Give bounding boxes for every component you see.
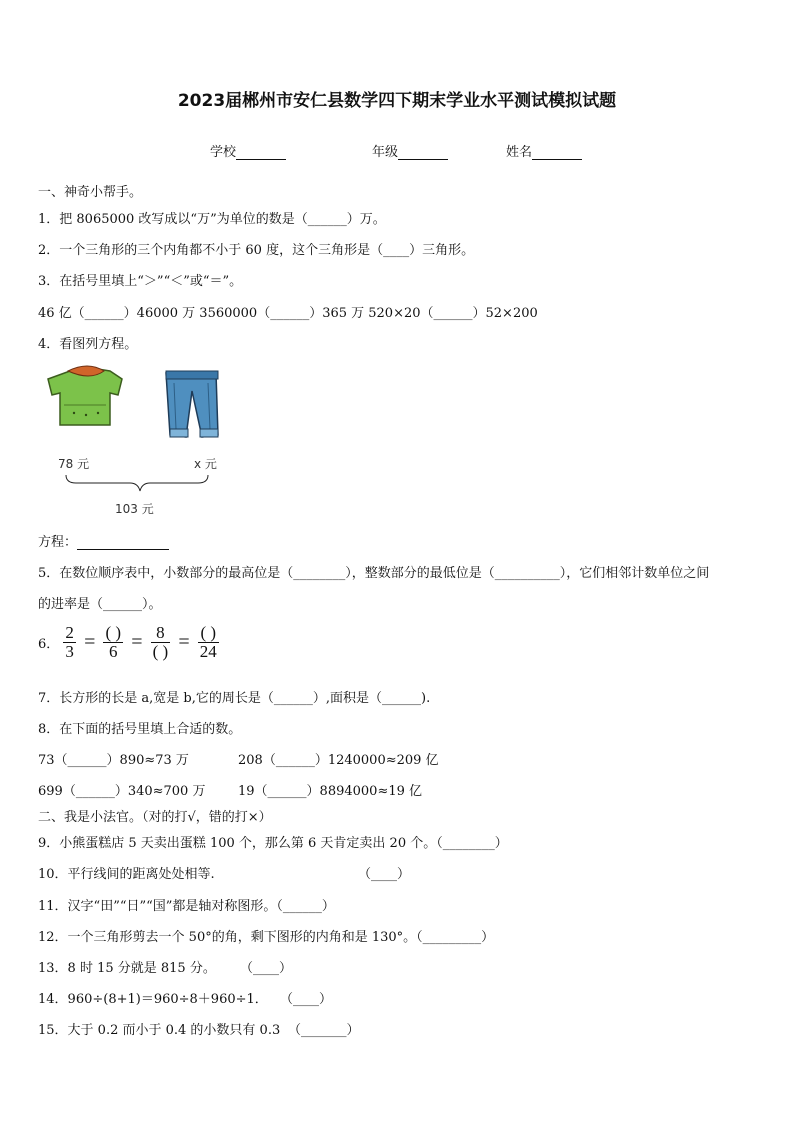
fraction-1-numerator: 2 (65, 623, 74, 642)
question-14-blank[interactable]: （____） (280, 992, 333, 1007)
shirt-price: 78 元 (58, 457, 90, 471)
fraction-2-numerator[interactable]: ( ) (105, 623, 122, 642)
question-15: 15．大于 0.2 而小于 0.4 的小数只有 0.3 (38, 1023, 281, 1038)
school-field (210, 141, 286, 160)
question-8-row-2b: 19（______）8894000≈19 亿 (238, 784, 423, 799)
equals-sign: = (131, 631, 143, 653)
question-9: 9．小熊蛋糕店 5 天卖出蛋糕 100 个，那么第 6 天肯定卖出 20 个。（________） (38, 836, 508, 851)
question-6-number: 6． (38, 637, 60, 652)
question-14: 14．960÷(8+1)＝960÷8＋960÷1． (38, 992, 268, 1007)
question-4-figure (40, 365, 240, 520)
question-12: 12．一个三角形剪去一个 50°的角，剩下图形的内角和是 130°。（_________） (38, 930, 495, 945)
fraction-4 (198, 624, 219, 661)
pants-image (166, 371, 218, 437)
fraction-3 (151, 624, 171, 661)
question-8-row-1a: 73（______）890≈73 万 (38, 753, 189, 768)
pants-price: x 元 (194, 457, 217, 471)
question-13-blank[interactable]: （____） (240, 961, 293, 976)
grade-field (372, 141, 448, 160)
question-10: 10．平行线间的距离处处相等. (38, 867, 215, 882)
section-1-heading: 一、神奇小帮手。 (38, 185, 143, 200)
question-15-blank[interactable]: （_______） (288, 1023, 360, 1038)
question-8: 8．在下面的括号里填上合适的数。 (38, 722, 242, 737)
fraction-4-denominator: 24 (199, 642, 217, 661)
grade-label: 年级 (372, 145, 399, 160)
name-field (506, 141, 582, 160)
brace-shape (66, 475, 208, 491)
fraction-2-denominator: 6 (109, 642, 118, 661)
section-2-heading: 二、我是小法官。（对的打√，错的打×） (38, 810, 272, 825)
question-2: 2．一个三角形的三个内角都不小于 60 度，这个三角形是（____）三角形。 (38, 243, 475, 258)
question-6 (38, 624, 219, 661)
equation-blank[interactable] (77, 537, 169, 550)
grade-blank[interactable] (398, 147, 448, 160)
question-4: 4．看图列方程。 (38, 337, 138, 352)
school-blank[interactable] (236, 147, 286, 160)
equals-sign: = (84, 631, 96, 653)
equals-sign: = (178, 631, 190, 653)
question-11: 11．汉字“田”“日”“国”都是轴对称图形。（______） (38, 899, 335, 914)
question-3: 3．在括号里填上“＞”“＜”或“＝”。 (38, 274, 243, 289)
school-label: 学校 (210, 145, 237, 160)
question-3-items: 46 亿（______）46000 万 3560000（______）365 万 520×20（______）52×200 (38, 306, 538, 321)
name-label: 姓名 (506, 145, 533, 160)
question-1: 1．把 8065000 改写成以“万”为单位的数是（______）万。 (38, 212, 386, 227)
total-price: 103 元 (115, 502, 154, 516)
question-13: 13．8 时 15 分就是 815 分。 (38, 961, 216, 976)
fraction-2 (103, 624, 123, 661)
fraction-1-denominator: 3 (65, 642, 74, 661)
equation-label: 方程： (38, 535, 78, 550)
question-5-line-1: 5．在数位顺序表中，小数部分的最高位是（________），整数部分的最低位是（__________），它们相邻计数单位之间 (38, 566, 710, 581)
question-10-blank[interactable]: （____） (358, 867, 411, 882)
question-8-row-2a: 699（______）340≈700 万 (38, 784, 206, 799)
question-7: 7．长方形的长是 a,宽是 b,它的周长是（______）,面积是（______). (38, 691, 431, 706)
fraction-4-numerator[interactable]: ( ) (198, 624, 219, 643)
question-8-row-1b: 208（______）1240000≈209 亿 (238, 753, 439, 768)
question-5-line-2: 的进率是（______）。 (38, 597, 162, 612)
name-blank[interactable] (532, 147, 582, 160)
fraction-3-numerator: 8 (151, 624, 171, 643)
tshirt-image (48, 366, 122, 425)
fraction-1 (63, 624, 76, 661)
equation-field (38, 531, 169, 550)
page-title: 2023届郴州市安仁县数学四下期末学业水平测试模拟试题 (177, 91, 617, 111)
fraction-3-denominator[interactable]: ( ) (152, 642, 169, 661)
